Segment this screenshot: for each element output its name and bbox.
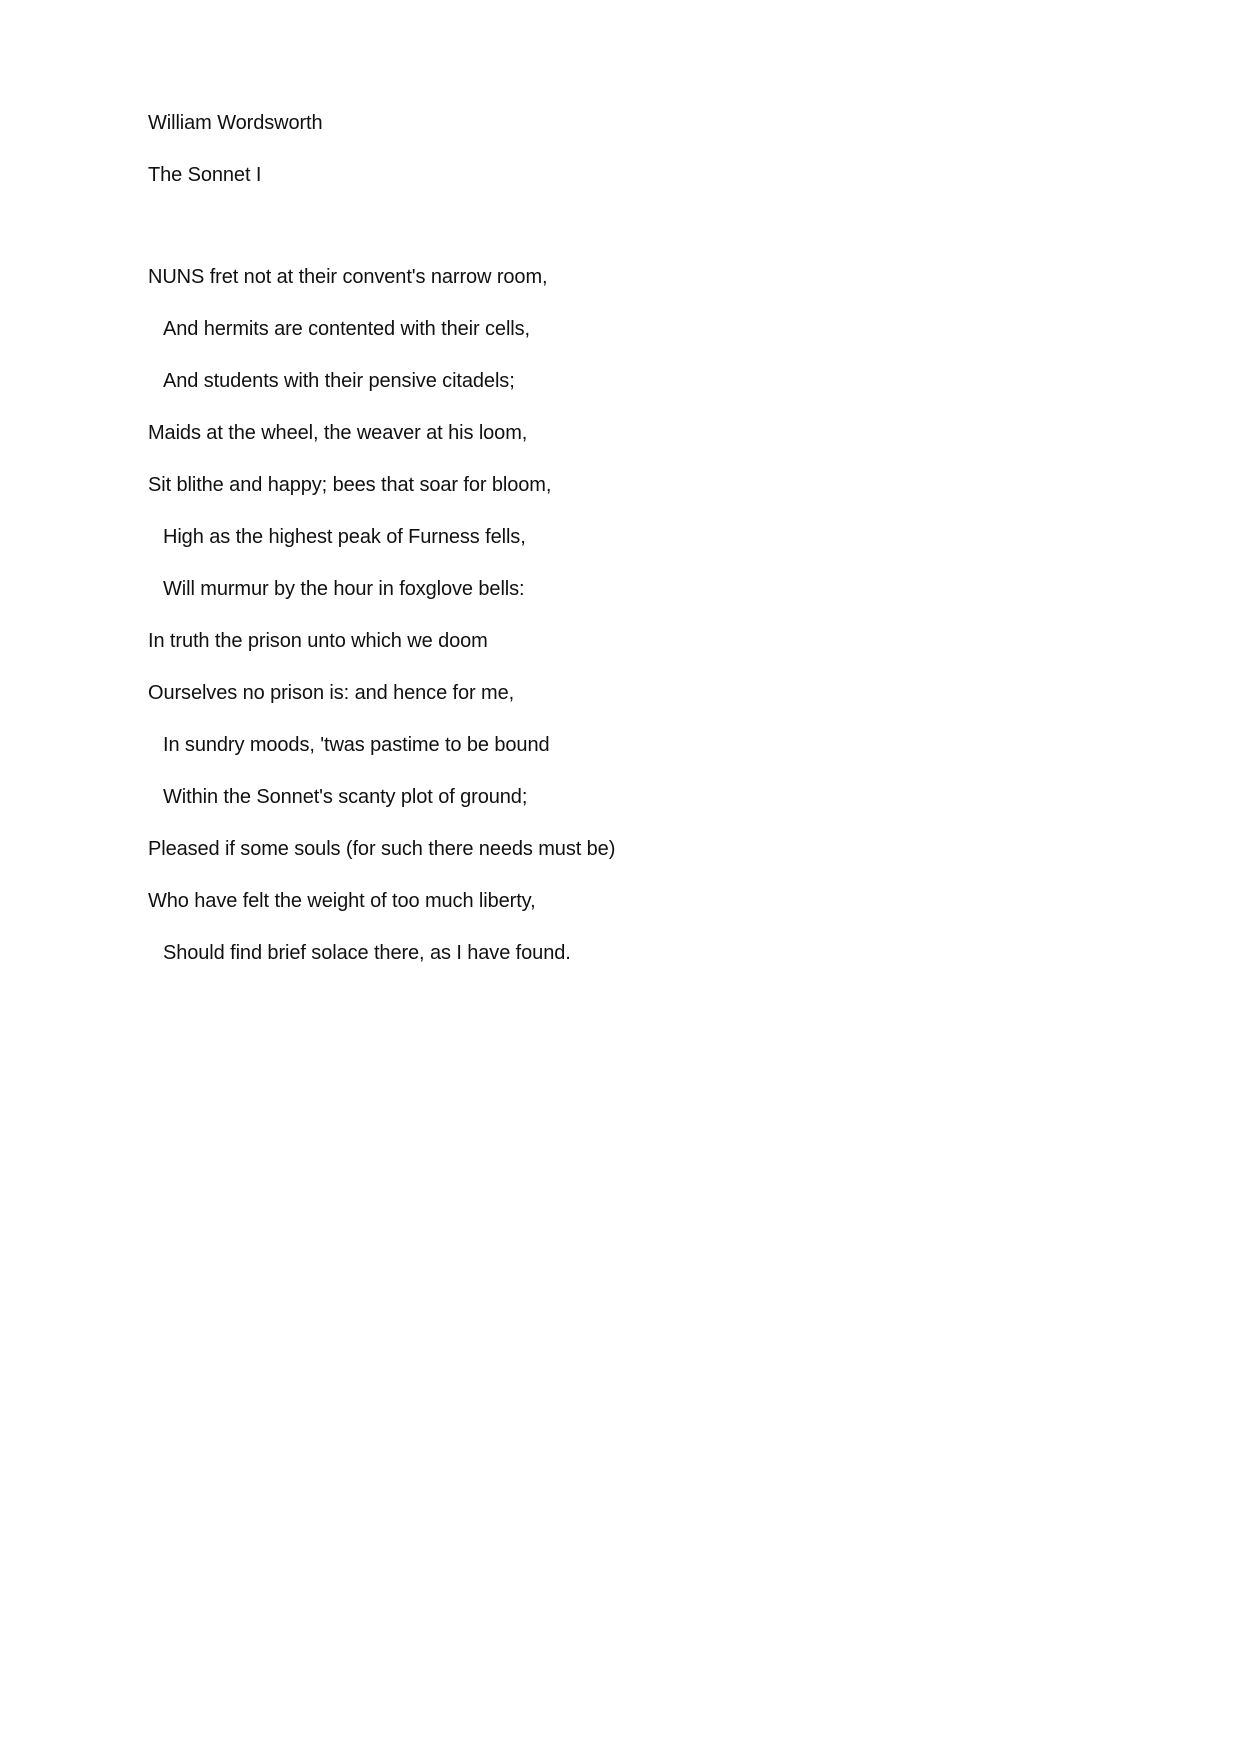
poem-line-6: High as the highest peak of Furness fells, [163,526,526,548]
poem-line-7: Will murmur by the hour in foxglove bells: [163,578,525,600]
poem-title: The Sonnet I [148,164,262,186]
poem-line-8: In truth the prison unto which we doom [148,630,488,652]
poem-line-2: And hermits are contented with their cells, [163,318,530,340]
poem-line-4: Maids at the wheel, the weaver at his loom, [148,422,528,444]
poem-body [148,262,1128,990]
poem-line-11: Within the Sonnet's scanty plot of ground; [163,786,528,808]
document-body [148,108,1128,990]
poem-line-1: NUNS fret not at their convent's narrow room, [148,266,548,288]
poem-line-5: Sit blithe and happy; bees that soar for bloom, [148,474,552,496]
poem-line-9: Ourselves no prison is: and hence for me, [148,682,515,704]
poem-line-14: Should find brief solace there, as I have found. [163,942,571,964]
poem-line-12: Pleased if some souls (for such there needs must be) [148,838,616,860]
poem-line-10: In sundry moods, 'twas pastime to be bound [163,734,550,756]
poem-line-13: Who have felt the weight of too much liberty, [148,890,536,912]
blank-line [148,212,1128,262]
poem-line-3: And students with their pensive citadels; [163,370,515,392]
author-name: William Wordsworth [148,112,323,134]
